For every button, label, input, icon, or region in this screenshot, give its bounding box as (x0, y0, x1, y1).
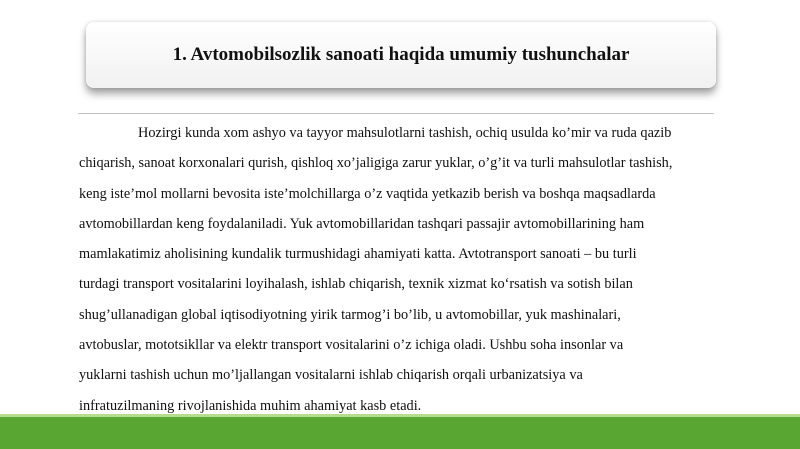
body-line: shug’ullanadigan global iqtisodiyotning yirik tarmog’i bo’lib, u avtomobillar, yuk mashinalari, (79, 306, 621, 323)
body-line: mamlakatimiz aholisining kundalik turmushidagi ahamiyati katta. Avtotransport sanoati – bu turli (79, 246, 637, 263)
body-line: chiqarish, sanoat korxonalari qurish, qishloq xo’jaligiga zarur yuklar, o’g’it va turli mahsulotlar tashish, (79, 155, 673, 172)
body-line: avtomobillardan keng foydalaniladi. Yuk avtomobillaridan tashqari passajir avtomobillarining ham (79, 215, 645, 232)
slide-title: 1. Avtomobilsozlik sanoati haqida umumiy tushunchalar (172, 44, 630, 65)
body-line: yuklarni tashish uchun mo’ljallangan vositalarni ishlab chiqarish orqali urbanizatsiya va (79, 367, 583, 384)
body-paragraph (79, 118, 719, 421)
body-line: avtobuslar, mototsikllar va elektr transport vositalarini o’z ichiga oladi. Ushbu soha insonlar va (79, 337, 624, 354)
title-box (86, 22, 716, 88)
divider-line (78, 113, 714, 114)
footer-accent-bar (0, 414, 800, 449)
body-line: turdagi transport vositalarini loyihalash, ishlab chiqarish, texnik xizmat ko‘rsatish va sotish bilan (79, 276, 633, 293)
body-line: infratuzilmaning rivojlanishida muhim ahamiyat kasb etadi. (79, 397, 422, 414)
body-line: keng iste’mol mollarni bevosita iste’molchillarga o’z vaqtida yetkazib berish va boshqa maqsadlarda (79, 185, 656, 202)
body-line: Hozirgi kunda xom ashyo va tayyor mahsulotlarni tashish, ochiq usulda ko’mir va ruda qazib (138, 125, 672, 141)
